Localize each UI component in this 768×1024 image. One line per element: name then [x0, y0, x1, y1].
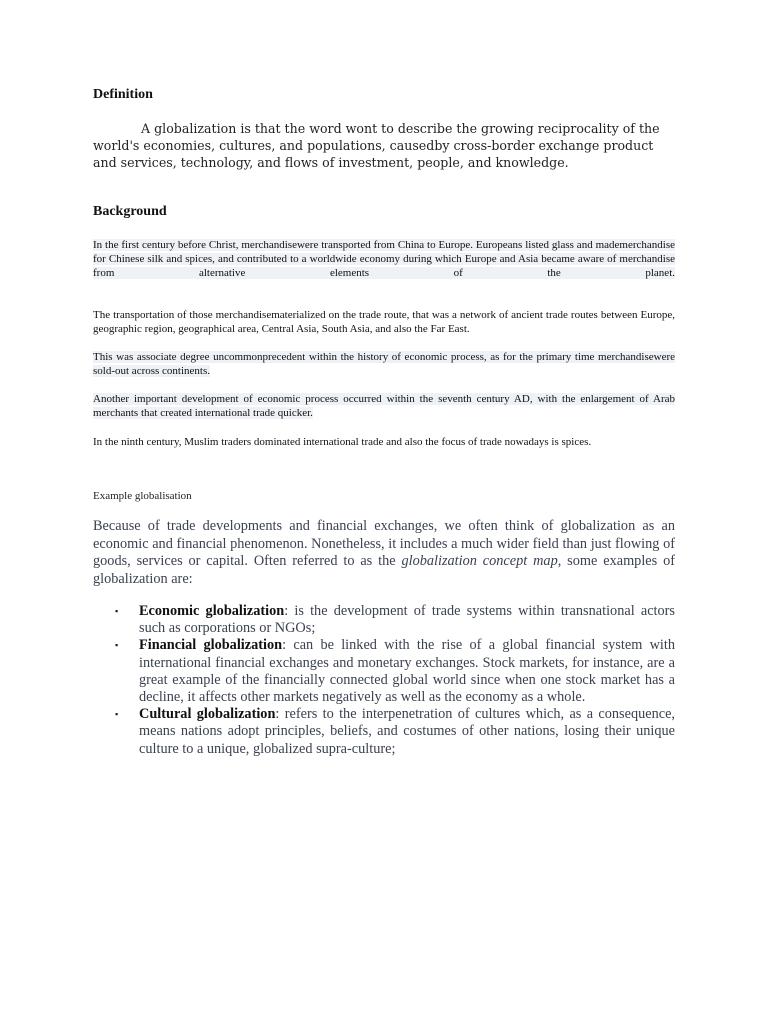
list-item: [93, 603, 675, 637]
list-item-term: Cultural globalization: [139, 706, 276, 723]
square-bullet-icon: ▪: [115, 709, 119, 720]
background-paragraph-5: [93, 435, 675, 449]
examples-list: [93, 603, 675, 758]
list-item-text: : can be linked with the rise of a global financial system with international financial exchanges and monetary exchanges. Stock markets, for instance, are a great example of the financially connected global world since when one stock market has a decline, it affects other markets negatively as well as the economy as a whole.: [139, 637, 675, 706]
square-bullet-icon: ▪: [115, 640, 119, 651]
definition-heading: Definition: [93, 87, 153, 102]
background-heading: Background: [93, 204, 167, 219]
background-paragraph-text: In the ninth century, Muslim traders dominated international trade and also the focus of trade nowadays is spices.: [93, 436, 592, 448]
example-label: Example globalisation: [93, 490, 192, 502]
definition-text: A globalization is that the word wont to describe the growing reciprocality of the world's economies, cultures, and populations, causedby cross-border exchange product and services, technology, and flows of investment, people, and knowledge.: [93, 121, 660, 170]
background-paragraph-2: [93, 308, 675, 336]
list-item-text: : is the development of trade systems within transnational actors such as corporations or NGOs;: [139, 603, 675, 637]
list-item: [93, 706, 675, 758]
example-intro-text-end: some examples of globalization are:: [93, 553, 675, 587]
background-paragraph-4: [93, 392, 675, 420]
background-paragraph-text: In the first century before Christ, merchandisewere transported from China to Europe. Europeans listed glass and mademerchandise for Chinese silk and spices, and contributed to a worldwide economy during which Europe and Asia became aware of merchandise from alternative elements of the planet.: [93, 239, 675, 280]
list-item-text: : refers to the interpenetration of cultures which, as a consequence, means nations adopt principles, beliefs, and costumes of other nations, losing their unique culture to a unique, globalized supra-culture;: [139, 706, 675, 757]
definition-paragraph: [93, 120, 675, 171]
example-intro-paragraph: [93, 518, 675, 588]
list-item-term: Economic globalization: [139, 603, 285, 619]
background-paragraph-text: The transportation of those merchandisematerialized on the trade route, that was a network of ancient trade routes between Europe, geographic region, geographical area, Central Asia, South Asia, and also the Far East.: [93, 309, 675, 336]
background-paragraph-text: Another important development of economic process occurred within the seventh century AD, with the enlargement of Arab merchants that created international trade quicker.: [93, 393, 675, 420]
list-item: [93, 637, 675, 706]
background-paragraph-3: [93, 350, 675, 378]
list-item-term: Financial globalization: [139, 637, 283, 654]
background-paragraph-1: [93, 238, 675, 281]
example-intro-emphasis: globalization concept map,: [401, 553, 562, 569]
example-intro-text: Because of trade developments and financial exchanges, we often think of globalization as an economic and financial phenomenon. Nonetheless, it includes a much wider field than just flowing of goods, services or capital. Often referred to as the: [93, 518, 675, 569]
background-paragraph-text: This was associate degree uncommonprecedent within the history of economic process, as for the primary time merchandisewere sold-out across continents.: [93, 351, 675, 378]
square-bullet-icon: ▪: [115, 606, 119, 616]
